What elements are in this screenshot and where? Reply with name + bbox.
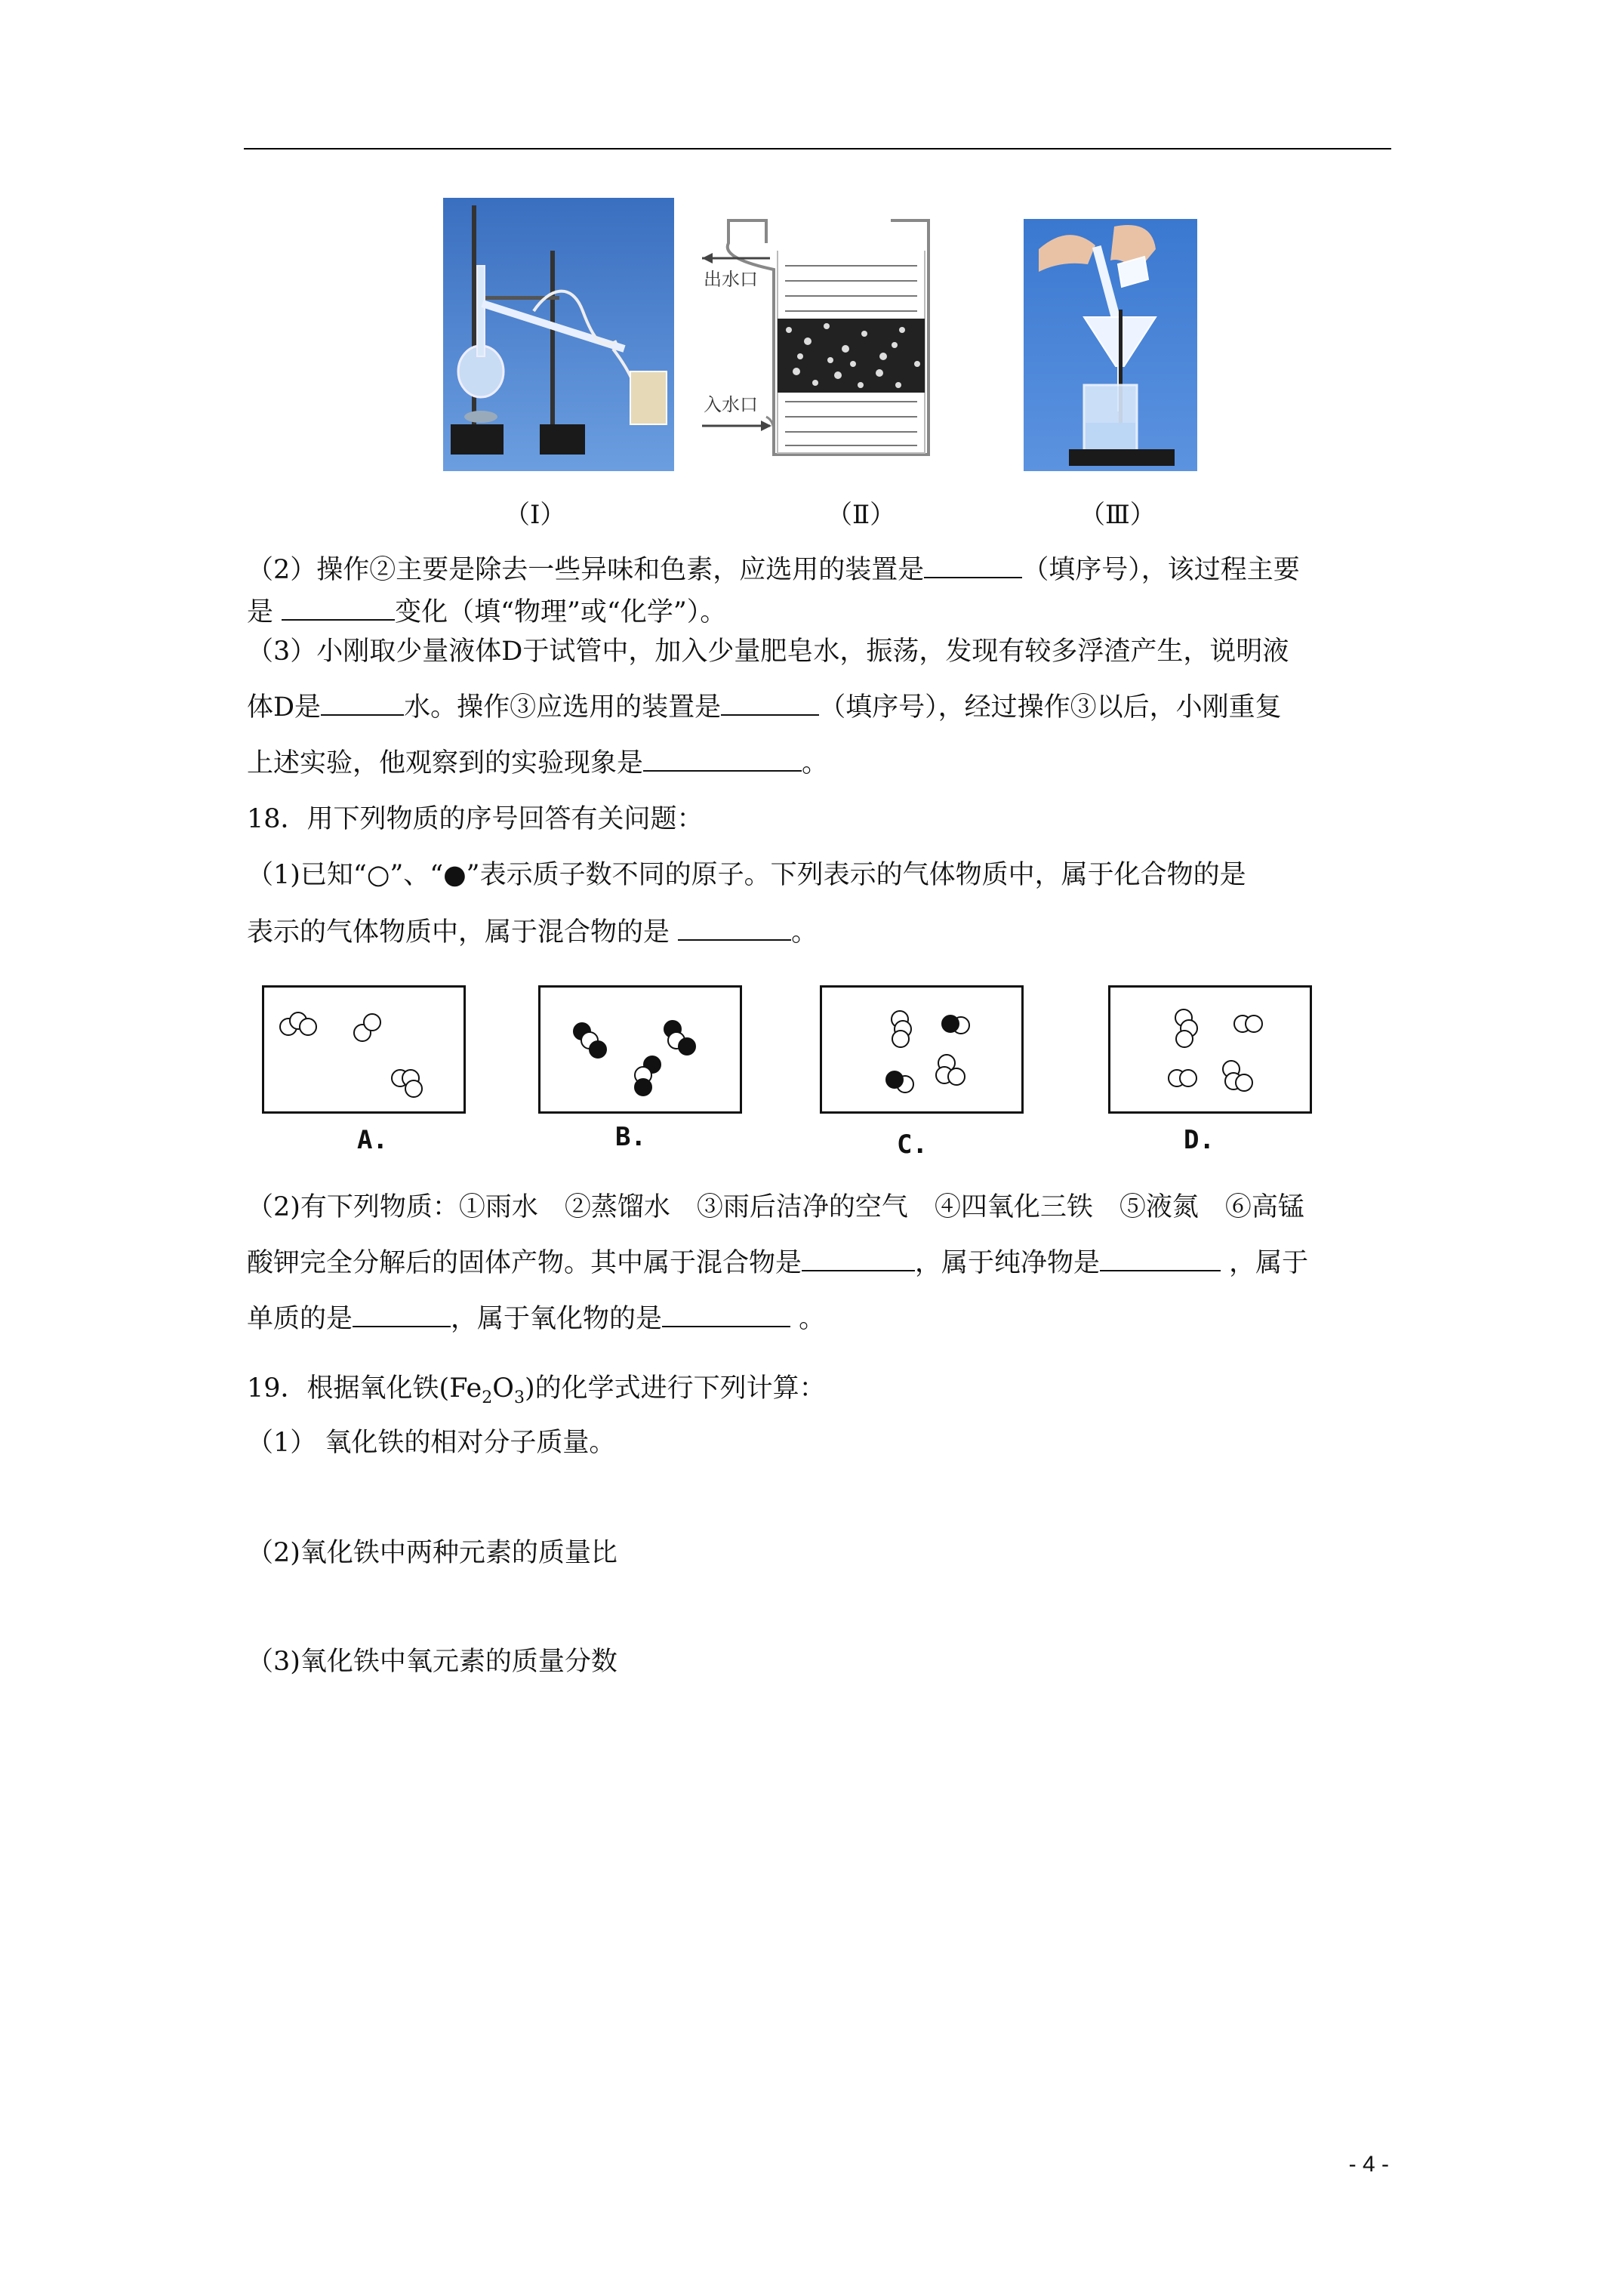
q18-part1-line1: （1)已知“○”、“●”表示质子数不同的原子。下列表示的气体物质中，属于化合物的是 bbox=[247, 860, 1246, 890]
answer-blank[interactable] bbox=[924, 551, 1022, 578]
option-b-label: B. bbox=[615, 1122, 646, 1152]
option-d-label: D. bbox=[1184, 1125, 1215, 1155]
figure-ii-caption: （Ⅱ） bbox=[827, 500, 896, 530]
option-d-box bbox=[1108, 985, 1312, 1114]
answer-blank[interactable] bbox=[643, 744, 802, 772]
option-a-molecules bbox=[264, 988, 468, 1116]
answer-blank[interactable] bbox=[721, 689, 819, 716]
q17-part2-line1: （2）操作②主要是除去一些异味和色素，应选用的装置是 （填序号），该过程主要 bbox=[247, 551, 1300, 587]
option-c-molecules bbox=[822, 988, 1026, 1116]
option-a-box bbox=[262, 985, 466, 1114]
option-a-label: A. bbox=[357, 1125, 388, 1155]
q19-part3: （3)氧化铁中氧元素的质量分数 bbox=[247, 1647, 617, 1677]
option-d-molecules bbox=[1110, 988, 1314, 1116]
option-b-box bbox=[538, 985, 742, 1114]
answer-blank[interactable] bbox=[678, 914, 791, 941]
q18-part1-line2: 表示的气体物质中，属于混合物的是 。 bbox=[247, 914, 818, 950]
answer-blank[interactable] bbox=[1100, 1244, 1221, 1271]
outlet-label: 出水口 bbox=[704, 270, 758, 290]
answer-blank[interactable] bbox=[662, 1300, 790, 1327]
header-rule bbox=[244, 148, 1391, 149]
q17-part3-line1: （3）小刚取少量液体D于试管中，加入少量肥皂水，振荡，发现有较多浮渣产生，说明液 bbox=[247, 636, 1289, 667]
option-c-label: C. bbox=[897, 1130, 928, 1160]
option-c-box bbox=[820, 985, 1024, 1114]
page-number: - 4 - bbox=[1348, 2152, 1389, 2177]
answer-blank[interactable] bbox=[802, 1244, 915, 1271]
q19-title: 19．根据氧化铁$(Fe_2O_3)$的化学式进行下列计算： bbox=[247, 1373, 826, 1407]
q17-part2-line2: 是 变化（填“物理”或“化学”）。 bbox=[247, 593, 726, 630]
answer-blank[interactable] bbox=[282, 593, 395, 621]
q19-part2: （2)氧化铁中两种元素的质量比 bbox=[247, 1538, 617, 1568]
option-b-molecules bbox=[540, 988, 744, 1116]
q19-part1: （1） 氧化铁的相对分子质量。 bbox=[247, 1428, 616, 1458]
funnel-filtration-image bbox=[1024, 219, 1197, 471]
filter-device-image bbox=[702, 213, 951, 470]
q18-title: 18．用下列物质的序号回答有关问题： bbox=[247, 804, 704, 834]
q17-part3-line3: 上述实验，他观察到的实验现象是 。 bbox=[247, 744, 828, 781]
q18-part2-line1: （2)有下列物质：①雨水 ②蒸馏水 ③雨后洁净的空气 ④四氧化三铁 ⑤液氮 ⑥高锰 bbox=[247, 1192, 1304, 1222]
figure-iii-caption: （Ⅲ） bbox=[1079, 500, 1156, 530]
figure-i-caption: （Ⅰ） bbox=[504, 500, 566, 530]
distillation-apparatus-image bbox=[443, 198, 674, 471]
q18-part2-line3: 单质的是 ，属于氧化物的是 。 bbox=[247, 1300, 825, 1336]
answer-blank[interactable] bbox=[321, 689, 404, 716]
inlet-label: 入水口 bbox=[704, 395, 758, 415]
answer-blank[interactable] bbox=[353, 1300, 451, 1327]
q18-part2-line2: 酸钾完全分解后的固体产物。其中属于混合物是 ，属于纯净物是 ，属于 bbox=[247, 1244, 1308, 1281]
q17-part3-line2: 体D是 水。操作③应选用的装置是 （填序号），经过操作③以后，小刚重复 bbox=[247, 689, 1282, 725]
